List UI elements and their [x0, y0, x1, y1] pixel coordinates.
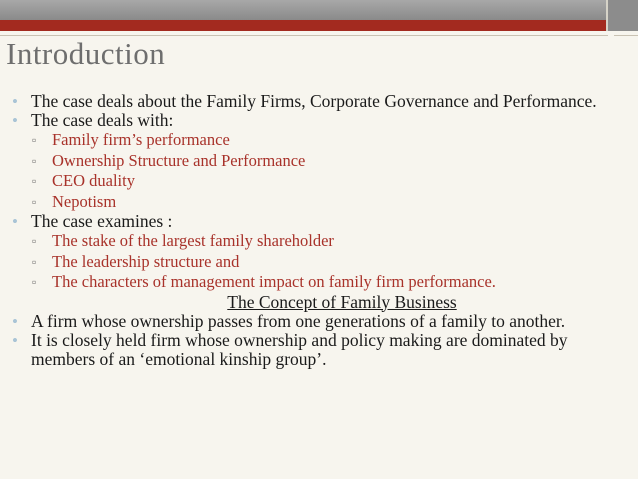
bullet-icon: • — [12, 111, 18, 130]
sub-bullet-icon: ▫ — [32, 194, 37, 209]
bullet-item — [12, 212, 622, 231]
bullet-text: A firm whose ownership passes from one generations of a family to another. — [31, 310, 566, 331]
sub-bullet-text: Nepotism — [52, 191, 117, 211]
bullet-text: The case deals about the Family Firms, Corporate Governance and Performance. — [31, 91, 597, 111]
header-corner-accent — [606, 0, 638, 31]
sub-bullet-icon: ▫ — [32, 234, 37, 248]
sub-bullet-text: Family firm’s performance — [52, 130, 230, 149]
slide-body — [12, 92, 622, 369]
bullet-text: The case examines : — [31, 211, 173, 231]
header-rule-right — [614, 35, 638, 36]
sub-bullet-item — [12, 130, 622, 151]
bullet-icon: • — [12, 330, 18, 350]
bullet-item — [12, 92, 622, 111]
slide-title: Introduction — [6, 36, 166, 71]
sub-bullet-item — [12, 231, 622, 252]
sub-bullet-item — [12, 252, 622, 273]
bullet-text: It is closely held firm whose ownership and policy making are dominated by members of an ‘emotional kinship group’. — [31, 329, 568, 369]
header-gray-band — [0, 0, 638, 20]
sub-bullet-text: The leadership structure and — [52, 251, 240, 271]
sub-bullet-text: CEO duality — [52, 171, 135, 190]
sub-bullet-item — [12, 171, 622, 192]
sub-bullet-text: The characters of management impact on family firm performance. — [52, 272, 496, 291]
sub-bullet-icon: ▫ — [32, 133, 37, 147]
bullet-item — [12, 111, 622, 130]
bullet-icon: • — [12, 92, 18, 111]
sub-bullet-text: The stake of the largest family shareholder — [52, 231, 334, 250]
bullet-item — [12, 312, 622, 331]
sub-bullet-icon: ▫ — [32, 153, 37, 168]
sub-bullet-item — [12, 272, 622, 293]
sub-bullet-icon: ▫ — [32, 254, 37, 269]
sub-bullet-item — [12, 192, 622, 213]
bullet-text: The case deals with: — [31, 110, 174, 130]
header-red-band — [0, 20, 638, 31]
bullet-icon: • — [12, 212, 18, 231]
sub-bullet-item — [12, 151, 622, 172]
sub-bullet-icon: ▫ — [32, 174, 37, 188]
bullet-icon: • — [12, 311, 18, 331]
sub-bullet-icon: ▫ — [32, 275, 37, 289]
section-heading: The Concept of Family Business — [227, 291, 457, 312]
sub-bullet-text: Ownership Structure and Performance — [52, 150, 306, 170]
bullet-item — [12, 331, 622, 369]
